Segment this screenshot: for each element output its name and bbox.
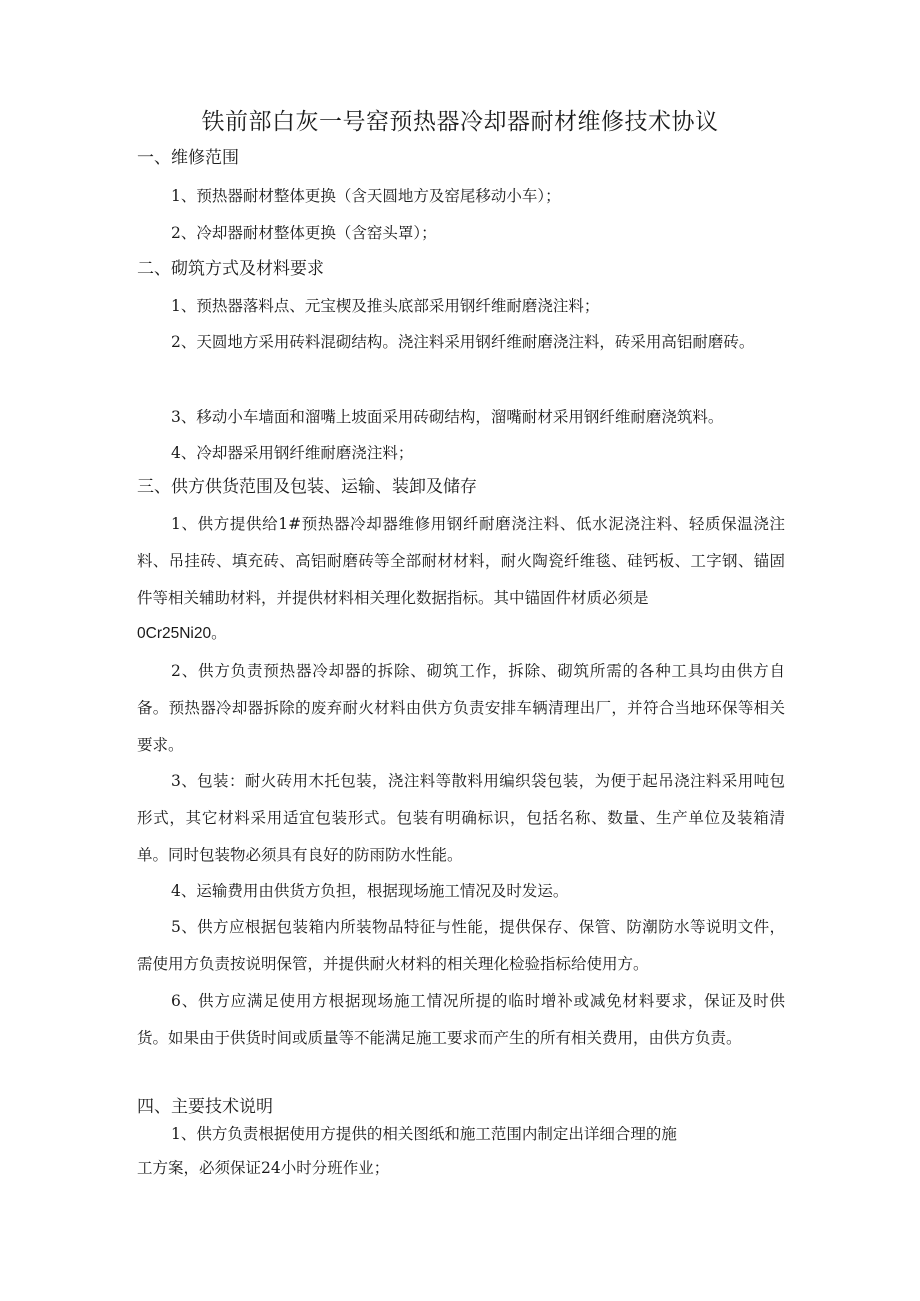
paragraph-technical-1-line1: 1、供方负责根据使用方提供的相关图纸和施工范围内制定出详细合理的施 xyxy=(171,1125,677,1143)
paragraph-technical-1-line2: 工方案，必须保证24小时分班作业； xyxy=(137,1159,390,1177)
paragraph-masonry-1: 1、预热器落料点、元宝楔及推头底部采用钢纤维耐磨浇注料； xyxy=(171,297,600,315)
paragraph-masonry-2: 2、天圆地方采用砖料混砌结构。浇注料采用钢纤维耐磨浇注料，砖采用高铝耐磨砖。 xyxy=(171,333,755,351)
paragraph-scope-2: 2、冷却器耐材整体更换（含窑头罩）； xyxy=(171,224,437,242)
anchor-material-spec: 0Cr25Ni20。 xyxy=(137,625,227,642)
paragraph-supply-3: 3、包装：耐火砖用木托包装，浇注料等散料用编织袋包装，为便于起吊浇注料采用吨包形式，其它材料采用适宜包装形式。包装有明确标识，包括名称、数量、生产单位及装箱清单。同时包装物必须具有良好的防雨防水性能。 xyxy=(137,772,785,864)
paragraph-masonry-4: 4、冷却器采用钢纤维耐磨浇注料； xyxy=(171,444,414,462)
paragraph-supply-1: 1、供方提供给1#预热器冷却器维修用钢纤耐磨浇注料、低水泥浇注料、轻质保温浇注料、吊挂砖、填充砖、高铝耐磨砖等全部耐材材料，耐火陶瓷纤维毯、硅钙板、工字钢、锚固件等相关辅助材料，并提供材料相关理化数据指标。其中锚固件材质必须是 xyxy=(137,515,785,607)
section-heading-masonry: 二、砌筑方式及材料要求 xyxy=(137,259,324,279)
paragraph-masonry-3: 3、移动小车墙面和溜嘴上坡面采用砖砌结构，溜嘴耐材采用钢纤维耐磨浇筑料。 xyxy=(171,408,724,426)
section-heading-technical: 四、主要技术说明 xyxy=(137,1097,273,1117)
paragraph-scope-1: 1、预热器耐材整体更换（含天圆地方及窑尾移动小车）； xyxy=(171,187,561,205)
paragraph-supply-5: 5、供方应根据包装箱内所装物品特征与性能，提供保存、保管、防潮防水等说明文件，需使用方负责按说明保管，并提供耐火材料的相关理化检验指标给使用方。 xyxy=(137,918,785,973)
paragraph-supply-4: 4、运输费用由供货方负担，根据现场施工情况及时发运。 xyxy=(171,882,569,900)
document-title: 铁前部白灰一号窑预热器冷却器耐材维修技术协议 xyxy=(201,109,719,135)
section-heading-supply: 三、供方供货范围及包装、运输、装卸及储存 xyxy=(137,477,477,497)
paragraph-supply-6: 6、供方应满足使用方根据现场施工情况所提的临时增补或减免材料要求，保证及时供货。如果由于供货时间或质量等不能满足施工要求而产生的所有相关费用，由供方负责。 xyxy=(137,992,785,1047)
paragraph-supply-2: 2、供方负责预热器冷却器的拆除、砌筑工作，拆除、砌筑所需的各种工具均由供方自备。预热器冷却器拆除的废弃耐火材料由供方负责安排车辆清理出厂，并符合当地环保等相关要求。 xyxy=(137,662,785,754)
section-heading-scope: 一、维修范围 xyxy=(137,148,239,168)
